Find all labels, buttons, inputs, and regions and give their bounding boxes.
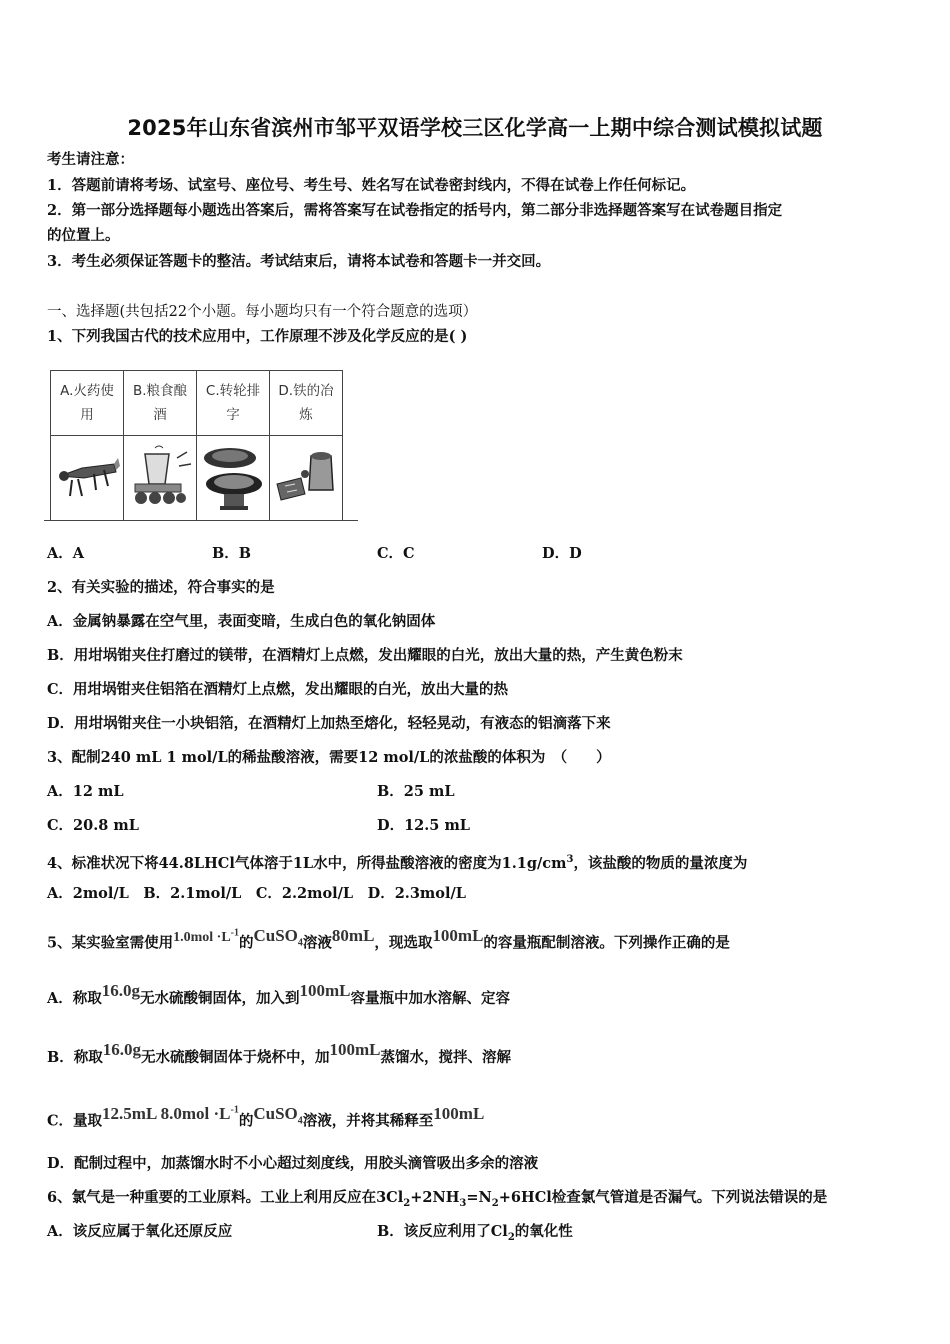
q5c-mid: 的 [238, 1112, 254, 1130]
iron-smelting-icon [271, 444, 341, 508]
q6-eq2: +2NH [410, 1189, 460, 1206]
q1-cell-a [51, 371, 124, 436]
q3-option-c[interactable]: C．20.8 mL [47, 817, 139, 834]
q2-option-a[interactable]: A．金属钠暴露在空气里，表面变暗，生成白色的氧化钠固体 [47, 613, 436, 630]
q5c-mid2: 溶液，并将其稀释至 [302, 1112, 434, 1130]
q5c-f1-sup: -1 [230, 1104, 239, 1115]
q1-cell-a-line1: A.火药使 [60, 383, 114, 399]
q5-stem [47, 925, 730, 960]
q1-cell-d [270, 371, 343, 436]
q1-cell-c-line1: C.转轮排 [205, 383, 261, 399]
q1-cell-c [197, 371, 270, 436]
q5a-pre: A．称取 [47, 990, 102, 1007]
q5-option-b[interactable] [47, 1040, 512, 1068]
q5-f2: CuSO [253, 925, 298, 945]
page-title: 2025年山东省滨州市邹平双语学校三区化学高一上期中综合测试模拟试题 [127, 116, 823, 140]
q5c-pre: C．量取 [47, 1112, 103, 1130]
q1-option-a[interactable]: A．A [47, 545, 85, 562]
q5-option-a[interactable] [47, 981, 510, 1009]
q5a-f2: 100mL [299, 981, 351, 1000]
notice-heading: 考生请注意： [47, 151, 134, 168]
q6-eq3: =N [466, 1189, 492, 1206]
q5-stem-p1: 5、某实验室需使用 [47, 934, 174, 952]
q6-option-a[interactable]: A．该反应属于氧化还原反应 [47, 1223, 233, 1240]
q5c-f1: 12.5mL 8.0mol ·L [102, 1103, 231, 1123]
q5-stem-p2: 的 [239, 934, 254, 952]
q1-pic-d [270, 436, 343, 521]
q1-option-c[interactable]: C．C [377, 545, 415, 562]
q5c-formula-cuso4 [253, 1103, 303, 1127]
q5-stem-p3: 溶液 [302, 934, 332, 952]
q5a-mid: 无水硫酸铜固体，加入到 [140, 990, 300, 1007]
table-underline [44, 520, 358, 521]
q4-stem-post: ，该盐酸的物质的量浓度为 [573, 854, 748, 872]
notice-item-1: 1．答题前请将考场、试室号、座位号、考生号、姓名写在试卷密封线内，不得在试卷上作任何标记。 [47, 177, 696, 194]
q3-option-b[interactable]: B．25 mL [377, 783, 455, 800]
q5c-f2: CuSO [253, 1103, 298, 1123]
q5-stem-p5: 的容量瓶配制溶液。下列操作正确的是 [483, 934, 730, 952]
q1-technology-table [50, 370, 343, 521]
q5b-mid: 无水硫酸铜固体于烧杯中，加 [141, 1049, 330, 1066]
q4-stem [47, 850, 747, 874]
q6-pre: 6、氯气是一种重要的工业原料。工业上利用反应在 [47, 1189, 377, 1206]
q4-options[interactable]: A．2mol/L B．2.1mol/L C．2.2mol/L D．2.3mol/L [47, 885, 466, 902]
q5b-post: 蒸馏水，搅拌、溶解 [380, 1049, 512, 1066]
q1-pic-c [197, 436, 270, 521]
gunpowder-icon [52, 446, 122, 506]
section-heading: 一、选择题(共包括22个小题。每小题均只有一个符合题意的选项） [47, 304, 478, 320]
q1-cell-b-line1: B.粮食酿 [132, 383, 188, 399]
q1-cell-c-line2: 字 [226, 407, 240, 423]
q1-pic-a [51, 436, 124, 521]
q5a-f1: 16.0g [101, 981, 140, 1000]
q5-f3: 80mL [331, 925, 375, 945]
q2-option-b[interactable]: B．用坩埚钳夹住打磨过的镁带，在酒精灯上点燃，发出耀眼的白光，放出大量的热，产生黄色粉末 [47, 647, 683, 664]
q1-cell-d-line1: D.铁的冶 [278, 383, 334, 399]
q1-stem: 1、下列我国古代的技术应用中，工作原理不涉及化学反应的是( ) [47, 328, 468, 345]
q6-post: 检查氯气管道是否漏气。下列说法错误的是 [551, 1189, 828, 1206]
q5-option-d[interactable]: D．配制过程中，加蒸馏水时不小心超过刻度线，用胶头滴管吸出多余的溶液 [47, 1155, 539, 1172]
q5b-f2: 100mL [329, 1040, 381, 1059]
q5-f2-sub: 4 [297, 937, 303, 949]
q6-eq3-sub: 2 [491, 1197, 499, 1209]
q6b-formula: Cl [490, 1223, 508, 1240]
q3-option-a[interactable]: A．12 mL [47, 783, 124, 800]
q5c-formula-1 [102, 1104, 239, 1123]
q1-option-b[interactable]: B．B [212, 545, 252, 562]
q5-stem-p4: ，现选取 [374, 934, 433, 952]
q5b-pre: B．称取 [47, 1049, 103, 1066]
q3-option-d[interactable]: D．12.5 mL [377, 817, 470, 834]
q3-stem: 3、配制240 mL 1 mol/L的稀盐酸溶液，需要12 mol/L的浓盐酸的体积为 （ ） [47, 749, 611, 766]
notice-item-2: 2．第一部分选择题每小题选出答案后，需将答案写在试卷指定的括号内，第二部分非选择题答案写在试卷题目指定 [47, 202, 783, 219]
q6-eq1: 3Cl [376, 1189, 404, 1206]
q5c-f3: 100mL [433, 1103, 485, 1123]
q1-cell-a-line2: 用 [80, 407, 94, 423]
q6b-post: 的氧化性 [514, 1223, 573, 1240]
q6-eq2-sub: 3 [459, 1197, 467, 1209]
notice-item-2-cont: 的位置上。 [47, 227, 120, 244]
q5c-f2-sub: 4 [297, 1115, 303, 1127]
q4-stem-sup: 3 [566, 854, 574, 865]
brewing-icon [125, 444, 195, 508]
q1-option-d[interactable]: D．D [542, 545, 582, 562]
q6b-pre: B．该反应利用了 [377, 1223, 491, 1240]
q5a-post: 容量瓶中加水溶解、定容 [350, 990, 510, 1007]
q6-eq4: +6HCl [498, 1189, 552, 1206]
q6-option-b[interactable] [377, 1222, 573, 1248]
q5-f1: 1.0mol ·L [173, 929, 231, 945]
q5-f4: 100mL [432, 925, 484, 945]
q6-stem [47, 1188, 827, 1214]
q2-option-c[interactable]: C．用坩埚钳夹住铝箔在酒精灯上点燃，发出耀眼的白光，放出大量的热 [47, 681, 509, 698]
q5-formula-concentration [173, 927, 239, 945]
q5-f1-sup: -1 [230, 927, 239, 938]
q5b-f1: 16.0g [102, 1040, 142, 1059]
q1-cell-b [124, 371, 197, 436]
q6-eq1-sub: 2 [403, 1197, 411, 1209]
q1-cell-d-line2: 炼 [299, 407, 313, 423]
q1-cell-b-line2: 酒 [153, 407, 167, 423]
q2-option-d[interactable]: D．用坩埚钳夹住一小块铝箔，在酒精灯上加热至熔化，轻轻晃动，有液态的铝滴落下来 [47, 715, 611, 732]
q2-stem: 2、有关实验的描述，符合事实的是 [47, 579, 275, 596]
q6b-sub: 2 [507, 1231, 515, 1243]
notice-item-3: 3．考生必须保证答题卡的整洁。考试结束后，请将本试卷和答题卡一并交回。 [47, 253, 551, 270]
q5-formula-cuso4 [253, 925, 303, 949]
movable-type-wheel-icon [198, 440, 268, 512]
q5-option-c[interactable] [47, 1103, 485, 1138]
q4-stem-pre: 4、标准状况下将44.8LHCl气体溶于1L水中，所得盐酸溶液的密度为1.1g/cm [47, 854, 567, 872]
q1-pic-b [124, 436, 197, 521]
